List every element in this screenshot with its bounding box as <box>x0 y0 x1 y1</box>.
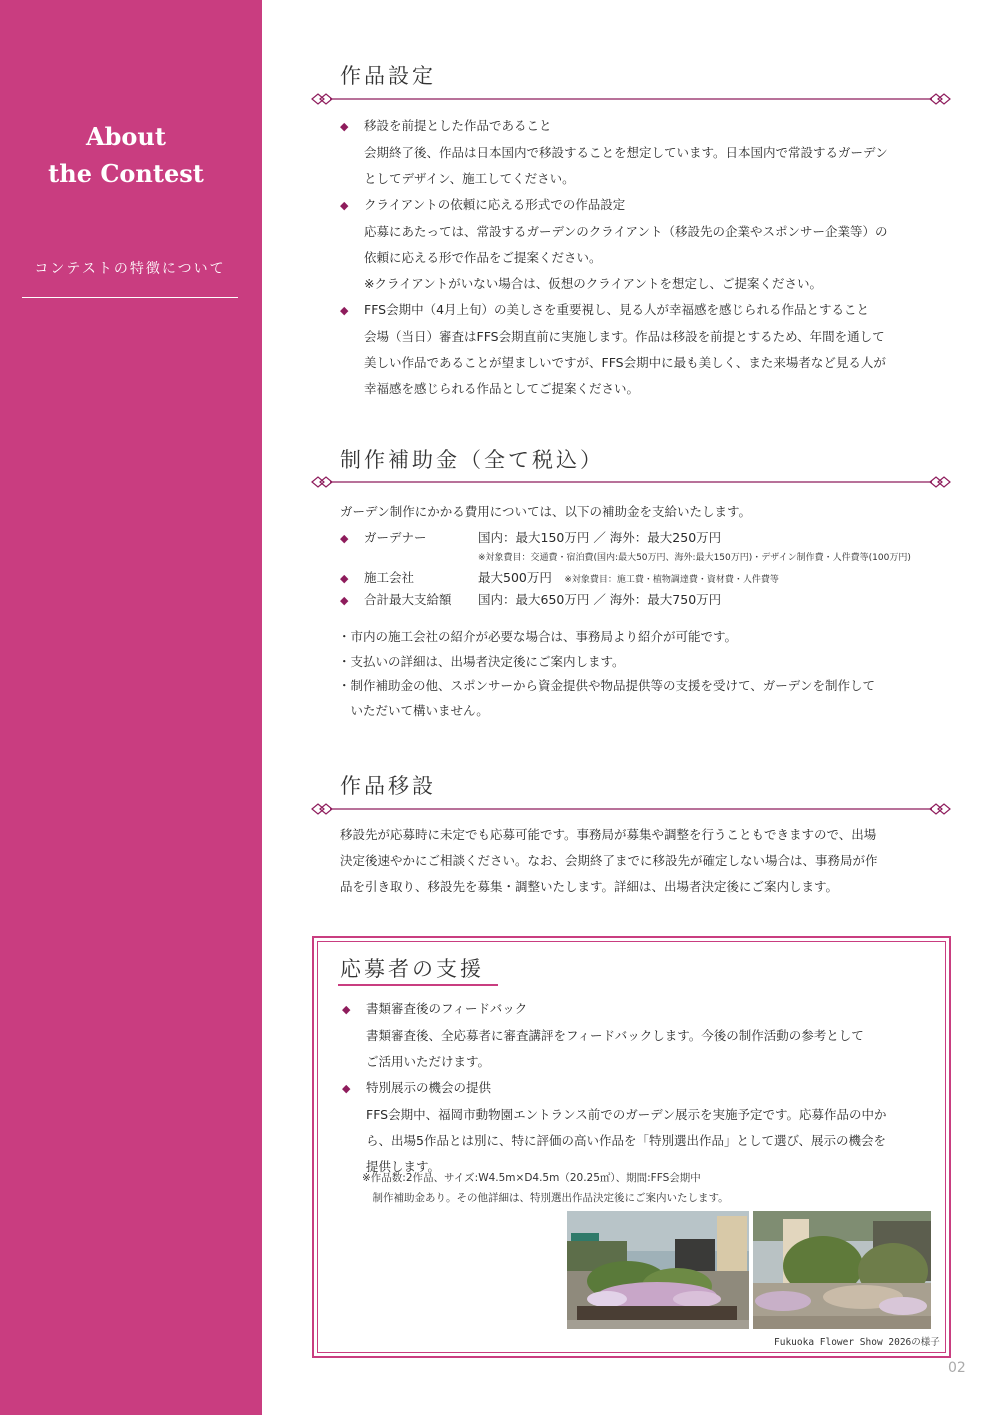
ornament-divider <box>310 92 952 106</box>
sidebar-subtitle: コンテストの特徴について <box>34 261 226 277</box>
diamond-bullet-icon: ◆ <box>340 532 349 545</box>
section-applicant-support <box>312 936 951 1358</box>
grant-table: ◆ ガーデナー 国内：最大150万円 ／ 海外：最大250万円 ※対象費目：交通費・宿泊費(国内:最大50万円、海外:最大150万円)・デザイン制作費・人件費等(100万円) ◆ 施工会社 最大500万円 ※対象費目：施工費・植物調達費・資材費・人件費等 ◆ 合計最大支給額 国内：最大650万円 ／ 海外：最大750万円 <box>340 530 911 607</box>
page-number: 02 <box>948 1360 966 1376</box>
section-relocation <box>310 770 952 900</box>
section-title: 応募者の支援 <box>340 957 484 981</box>
diamond-bullet-icon: ◆ <box>340 120 349 133</box>
section-title: 作品設定 <box>340 64 436 88</box>
list-item: ◆ 書類審査後のフィードバック <box>342 996 932 1023</box>
fineprint: ※作品数:2作品、サイズ:W4.5m×D4.5m（20.25㎡）、期間:FFS会期中 制作補助金あり。その他詳細は、特別選出作品決定後にご案内いたします。 <box>362 1172 729 1204</box>
list-item: ◆ 特別展示の機会の提供 <box>342 1075 932 1102</box>
grant-intro: ガーデン制作にかかる費用については、以下の補助金を支給いたします。 <box>340 504 752 519</box>
diamond-bullet-icon: ◆ <box>342 1003 351 1016</box>
section-work-setting <box>310 60 952 400</box>
section-title: 制作補助金（全て税込） <box>340 448 604 472</box>
section-production-grant <box>310 444 952 734</box>
ornament-divider <box>310 802 952 816</box>
section-title: 作品移設 <box>340 774 436 798</box>
sidebar <box>0 0 262 1415</box>
grant-notes: ・市内の施工会社の紹介が必要な場合は、事務局より紹介が可能です。 ・支払いの詳細は、出場者決定後にご案内します。 ・制作補助金の他、スポンサーから資金提供や物品提供等の支援を受けて、ガーデンを制作して いただいて構いません。 <box>338 629 876 718</box>
title-underline <box>338 984 498 986</box>
list-item: ◆ クライアントの依頼に応える形式での作品設定 <box>340 192 950 219</box>
list-item: ◆ 移設を前提とした作品であること <box>340 113 950 140</box>
diamond-bullet-icon: ◆ <box>340 594 349 607</box>
grant-note: ※対象費目：施工費・植物調達費・資材費・人件費等 <box>564 575 779 585</box>
diamond-bullet-icon: ◆ <box>340 199 349 212</box>
garden-photo-left <box>567 1211 749 1329</box>
section-body: 移設先が応募時に未定でも応募可能です。事務局が募集や調整を行うこともできますので、出場 決定後速やかにご相談ください。なお、会期終了までに移設先が確定しない場合は、事務局が作 品を引き取り、移設先を募集・調整いたします。詳細は、出場者決定後にご案内します。 <box>340 827 878 894</box>
ornament-divider <box>310 475 952 489</box>
diamond-bullet-icon: ◆ <box>340 304 349 317</box>
section-body: ◆ 移設を前提とした作品であること 会期終了後、作品は日本国内で移設することを想定しています。日本国内で常設するガーデン としてデザイン、施工してください。 ◆ クライアントの依頼に応える形式での作品設定 応募にあたっては、常設するガーデンのクライアント（移設先の企業やスポンサー企業等）の 依頼に応える形で作品をご提案ください。 ※クライアントがいない場合は、仮想のクライアントを想定し、ご提案ください。 ◆ FFS会期中（4月上旬）の美しさを重要視し、見る人が幸福感を感じられる作品とすること 会場（当日）審査はFFS会期直前に実施します。作品は移設を前提とするため、年間を通して 美しい作品であることが望ましいですが、FFS会期中に最も美しく、また来場者など見る人が 幸福感を感じられる作品としてご提案ください。 <box>340 113 950 402</box>
sidebar-divider <box>22 297 238 298</box>
diamond-bullet-icon: ◆ <box>340 572 349 585</box>
section-body: ◆ 書類審査後のフィードバック 書類審査後、全応募者に審査講評をフィードバックします。今後の制作活動の参考として ご活用いただけます。 ◆ 特別展示の機会の提供 FFS会期中、福岡市動物園エントランス前でのガーデン展示を実施予定です。応募作品の中か ら、出場5作品とは別に、特に評価の高い作品を「特別選出作品」として選び、展示の機会を 提供します。 <box>342 996 932 1180</box>
diamond-bullet-icon: ◆ <box>342 1082 351 1095</box>
grant-note: ※対象費目：交通費・宿泊費(国内:最大50万円、海外:最大150万円)・デザイン制作費・人件費等(100万円) <box>478 553 911 563</box>
sidebar-title: About the Contest <box>48 122 204 188</box>
garden-photo-right <box>753 1211 931 1329</box>
photo-caption: Fukuoka Flower Show 2026の様子 <box>774 1337 940 1348</box>
list-item: ◆ FFS会期中（4月上旬）の美しさを重要視し、見る人が幸福感を感じられる作品とすること <box>340 297 950 324</box>
